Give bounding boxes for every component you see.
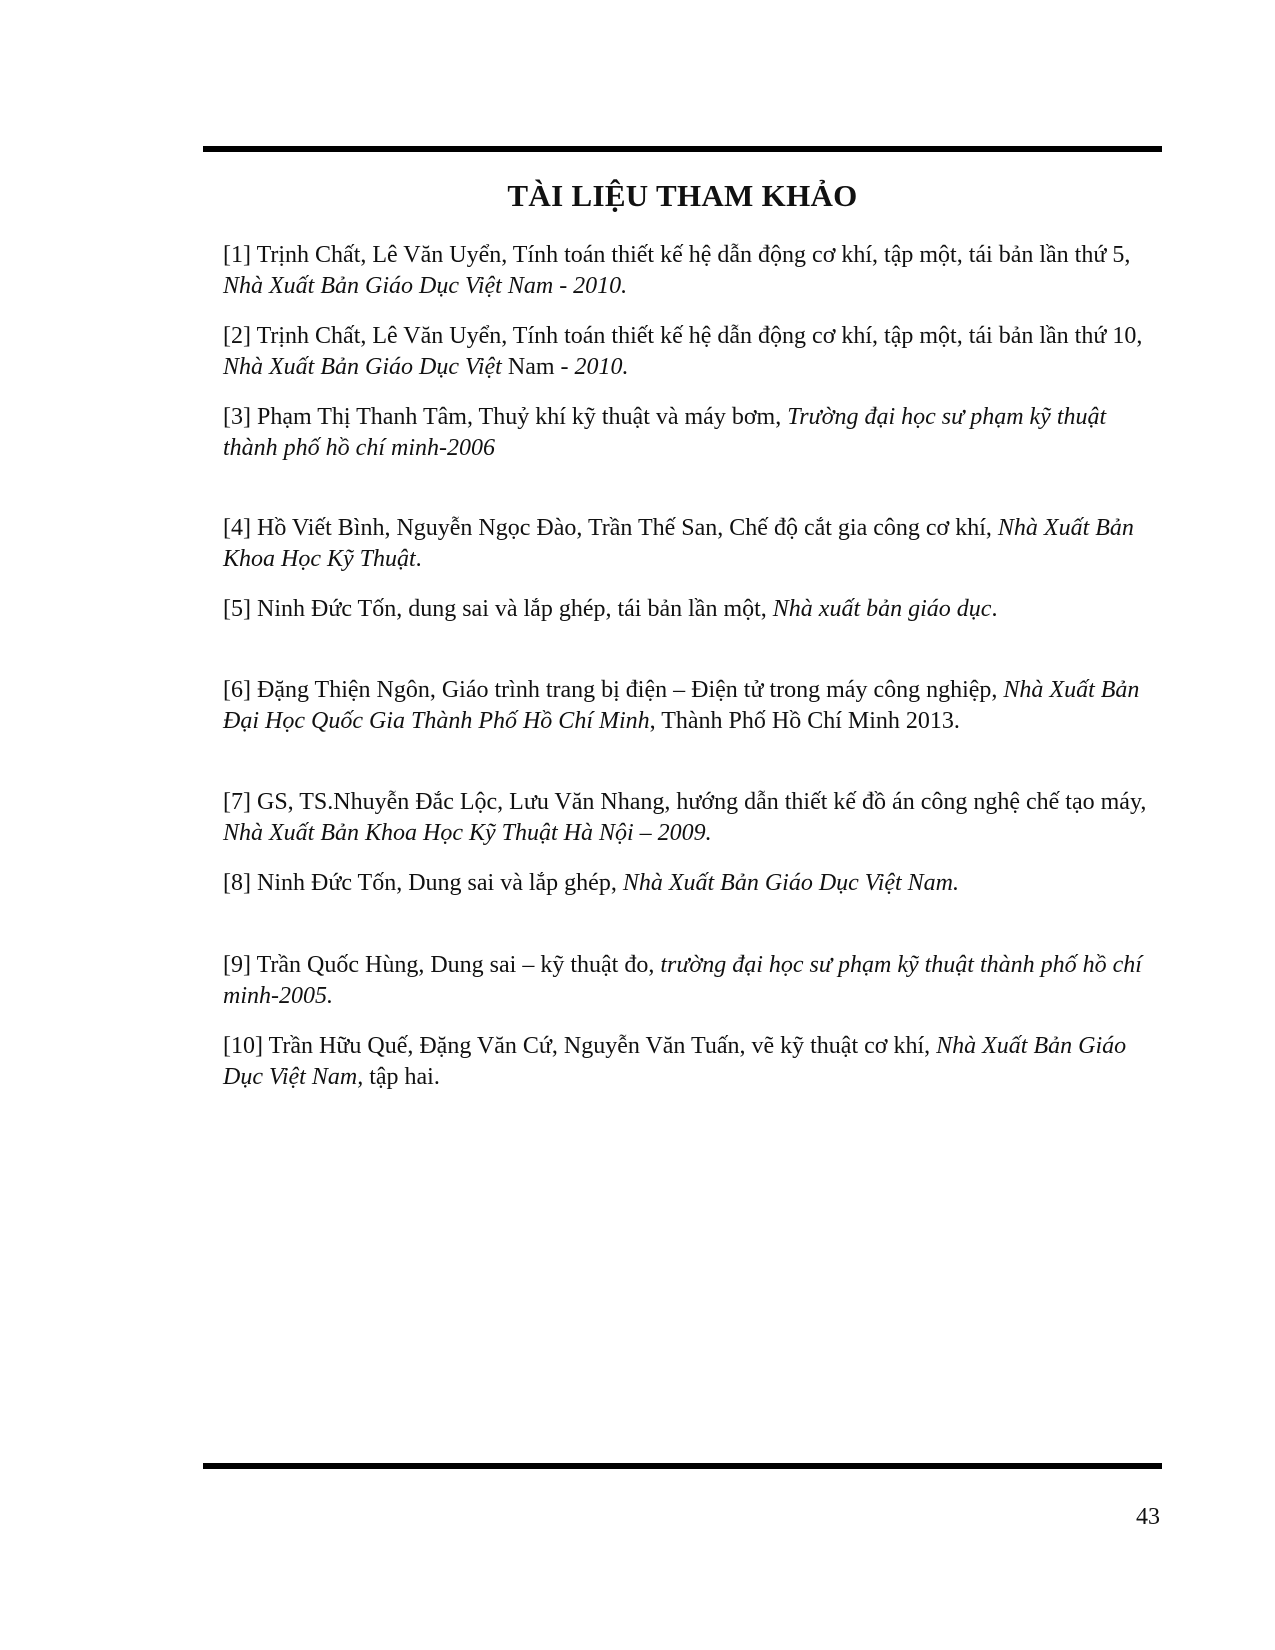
ref-publisher: Trường đại học sư phạm kỹ thuật thành phố hồ chí minh-2006 [223,404,1107,461]
ref-number: [10] [223,1033,263,1059]
top-rule [203,146,1162,152]
reference-3 [223,402,1158,464]
ref-text: Hồ Viết Bình, Nguyễn Ngọc Đào, Trần Thế San, Chế độ cắt gia công cơ khí, [256,515,992,541]
ref-text: GS, TS.Nhuyễn Đắc Lộc, Lưu Văn Nhang, hướng dẫn thiết kế đồ án công nghệ chế tạo máy, [256,789,1147,815]
reference-8 [223,868,1158,899]
ref-number: [4] [223,515,251,541]
ref-text: Trần Quốc Hùng, Dung sai – kỹ thuật đo, [256,952,655,978]
ref-number: [8] [223,870,251,896]
ref-publisher: trường đại học sư phạm kỹ thuật thành phố hồ chí minh-2005. [223,952,1142,1009]
ref-text: Ninh Đức Tốn, dung sai và lắp ghép, tái bản lần một, [256,596,767,622]
ref-after: , Thành Phố Hồ Chí Minh 2013. [649,708,960,734]
reference-2 [223,321,1158,383]
ref-after: . [415,546,422,572]
bottom-rule [203,1463,1162,1469]
reference-5 [223,594,1158,625]
ref-publisher: Nhà Xuất Bản Đại Học Quốc Gia Thành Phố Hồ Chí Minh [223,677,1140,734]
ref-text: Đặng Thiện Ngôn, Giáo trình trang bị điện – Điện tử trong máy công nghiệp, [256,677,998,703]
ref-number: [1] [223,242,251,268]
page-number: 43 [1136,1504,1160,1530]
ref-number: [7] [223,789,251,815]
ref-publisher: Nhà Xuất Bản Giáo Dục Việt Nam, [223,1033,1127,1090]
ref-publisher: Nhà Xuất Bản Giáo Dục Việt [223,354,502,380]
ref-after: . [991,596,998,622]
ref-number: [6] [223,677,251,703]
reference-1 [223,240,1158,302]
ref-number: [9] [223,952,251,978]
ref-after: tập hai. [363,1064,440,1090]
ref-number: [2] [223,323,251,349]
ref-publisher: Nhà Xuất Bản Khoa Học Kỹ Thuật Hà Nội – 2009. [223,820,712,846]
ref-text: Trịnh Chất, Lê Văn Uyển, Tính toán thiết kế hệ dẫn động cơ khí, tập một, tái bản lần thứ 5, [256,242,1131,268]
ref-after: Nam - [507,354,569,380]
ref-year: 2010. [574,354,629,380]
ref-text: Ninh Đức Tốn, Dung sai và lắp ghép, [256,870,617,896]
ref-publisher: Nhà Xuất Bản Khoa Học Kỹ Thuật [223,515,1134,572]
reference-9 [223,950,1158,1012]
ref-text: Trần Hữu Quế, Đặng Văn Cứ, Nguyễn Văn Tuấn, vẽ kỹ thuật cơ khí, [268,1033,931,1059]
ref-text: Phạm Thị Thanh Tâm, Thuỷ khí kỹ thuật và máy bơm, [256,404,782,430]
page-title: TÀI LIỆU THAM KHẢO [507,178,858,213]
ref-publisher: Nhà xuất bản giáo dục [772,596,992,622]
reference-4 [223,513,1158,575]
ref-publisher: Nhà Xuất Bản Giáo Dục Việt Nam - 2010. [223,273,628,299]
ref-text: Trịnh Chất, Lê Văn Uyển, Tính toán thiết kế hệ dẫn động cơ khí, tập một, tái bản lần thứ 10, [256,323,1143,349]
reference-10 [223,1031,1158,1093]
reference-7 [223,787,1158,849]
ref-number: [5] [223,596,251,622]
reference-6 [223,675,1158,737]
ref-number: [3] [223,404,251,430]
ref-publisher: Nhà Xuất Bản Giáo Dục Việt Nam. [622,870,960,896]
